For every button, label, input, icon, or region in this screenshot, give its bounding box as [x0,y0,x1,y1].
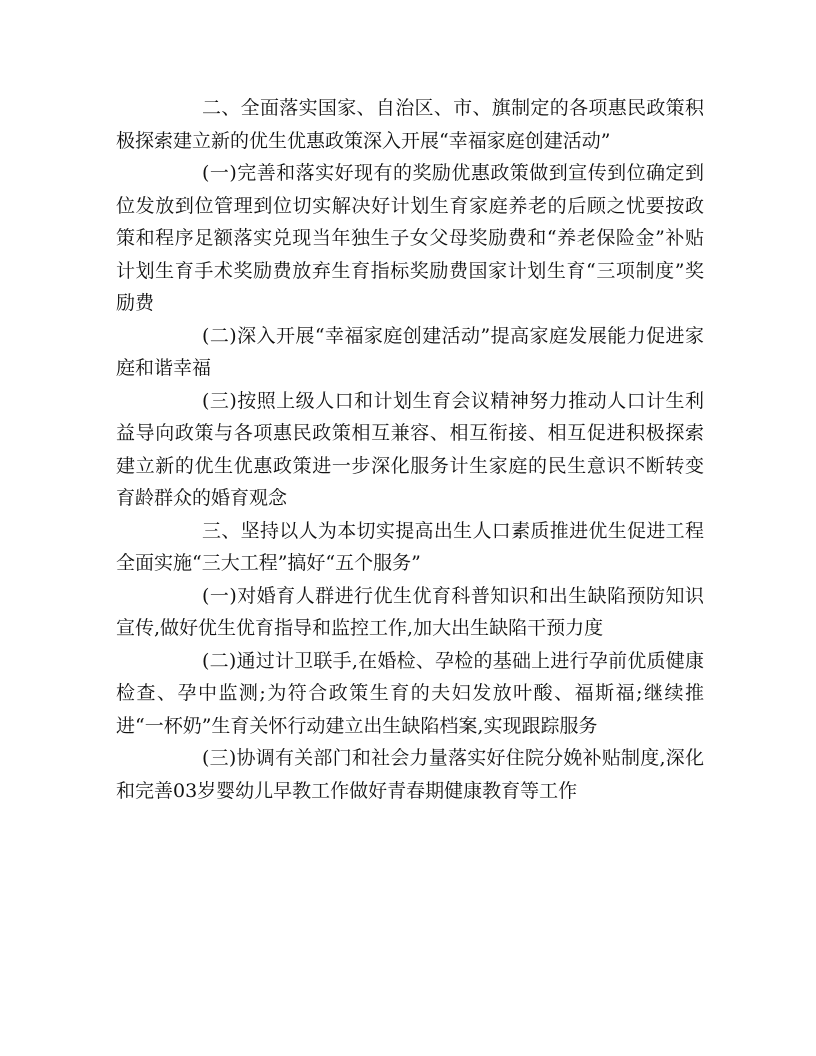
document-body [116,92,704,807]
paragraph-item-6: (三)协调有关部门和社会力量落实好住院分娩补贴制度,深化和完善03岁婴幼儿早教工作做好青春期健康教育等工作 [116,747,704,802]
paragraph-item-3: (三)按照上级人口和计划生育会议精神努力推动人口计生利益导向政策与各项惠民政策相互兼容、相互衔接、相互促进积极探索建立新的优生优惠政策进一步深化服务计生家庭的民生意识不断转变育龄群众的婚育观念 [116,389,704,509]
paragraph-item-2: (二)深入开展“幸福家庭创建活动”提高家庭发展能力促进家庭和谐幸福 [116,324,704,379]
section-heading-three: 三、坚持以人为本切实提高出生人口素质推进优生促进工程全面实施“三大工程”搞好“五个服务” [116,519,704,574]
paragraph-item-5: (二)通过计卫联手,在婚检、孕检的基础上进行孕前优质健康检查、孕中监测;为符合政策生育的夫妇发放叶酸、福斯福;继续推进“一杯奶”生育关怀行动建立出生缺陷档案,实现跟踪服务 [116,649,704,737]
paragraph-item-4: (一)对婚育人群进行优生优育科普知识和出生缺陷预防知识宣传,做好优生优育指导和监控工作,加大出生缺陷干预力度 [116,584,704,639]
paragraph-item-1: (一)完善和落实好现有的奖励优惠政策做到宣传到位确定到位发放到位管理到位切实解决好计划生育家庭养老的后顾之忧要按政策和程序足额落实兑现当年独生子女父母奖励费和“养老保险金”补贴计划生育手术奖励费放弃生育指标奖励费国家计划生育“三项制度”奖励费 [116,162,704,314]
section-heading-two: 二、全面落实国家、自治区、市、旗制定的各项惠民政策积极探索建立新的优生优惠政策深入开展“幸福家庭创建活动” [116,97,704,152]
